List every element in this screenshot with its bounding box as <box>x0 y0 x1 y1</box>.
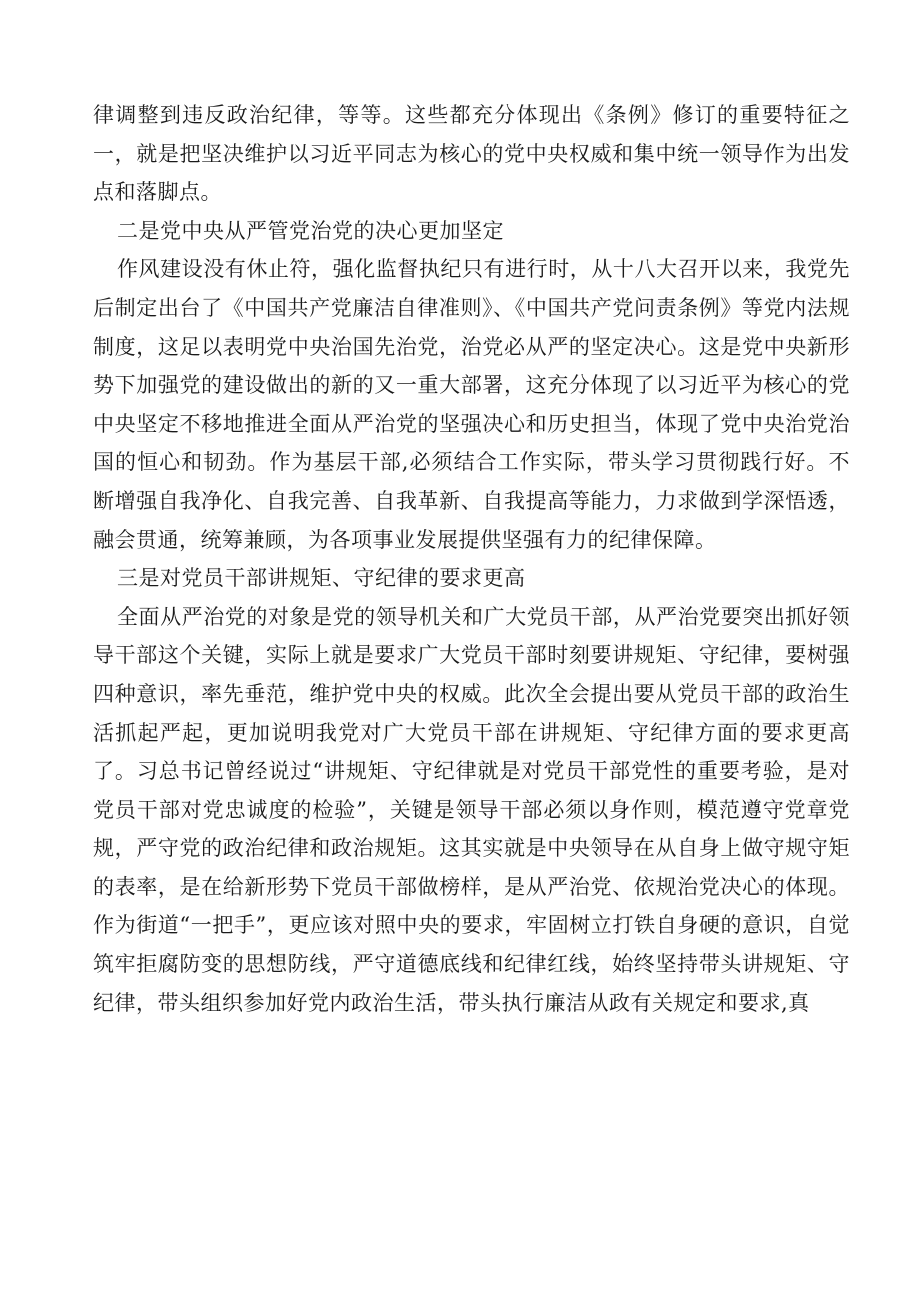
section-heading-two: 二是党中央从严管党治党的决心更加坚定 <box>117 218 504 243</box>
paragraph-section-two: 作风建设没有休止符，强化监督执纪只有进行时，从十八大召开以来，我党先后制定出台了《中国共产党廉洁自律准则》、《中国共产党问责条例》等党内法规制度，这足以表明党中央治国先治党，治党必从严的坚定决心。这是党中央新形势下加强党的建设做出的新的又一重大部署，这充分体现了以习近平为核心的党中央坚定不移地推进全面从严治党的坚强决心和历史担当，体现了党中央治党治国的恒心和韧劲。作为基层干部,必须结合工作实际，带头学习贯彻践行好。不断增强自我净化、自我完善、自我革新、自我提高等能力，力求做到学深悟透，融会贯通，统筹兼顾，为各项事业发展提供坚强有力的纪律保障。 <box>93 257 850 552</box>
section-heading-three: 三是对党员干部讲规矩、守纪律的要求更高 <box>117 566 526 591</box>
document-page <box>93 96 850 1022</box>
paragraph-section-three: 全面从严治党的对象是党的领导机关和广大党员干部，从严治党要突出抓好领导干部这个关键，实际上就是要求广大党员干部时刻要讲规矩、守纪律，要树强四种意识，率先垂范，维护党中央的权威。此次全会提出要从党员干部的政治生活抓起严起，更加说明我党对广大党员干部在讲规矩、守纪律方面的要求更高了。习总书记曾经说过“讲规矩、守纪律就是对党员干部党性的重要考验，是对党员干部对党忠诚度的检验”，关键是领导干部必须以身作则，模范遵守党章党规，严守党的政治纪律和政治规矩。这其实就是中央领导在从自身上做守规守矩的表率，是在给新形势下党员干部做榜样，是从严治党、依规治党决心的体现。作为街道“一把手”，更应该对照中央的要求，牢固树立打铁自身硬的意识，自觉筑牢拒腐防变的思想防线，严守道德底线和纪律红线，始终坚持带头讲规矩、守纪律，带头组织参加好党内政治生活，带头执行廉洁从政有关规定和要求,真 <box>93 604 850 1015</box>
paragraph-continuation: 律调整到违反政治纪律，等等。这些都充分体现出《条例》修订的重要特征之一，就是把坚决维护以习近平同志为核心的党中央权威和集中统一领导作为出发点和落脚点。 <box>93 103 850 205</box>
